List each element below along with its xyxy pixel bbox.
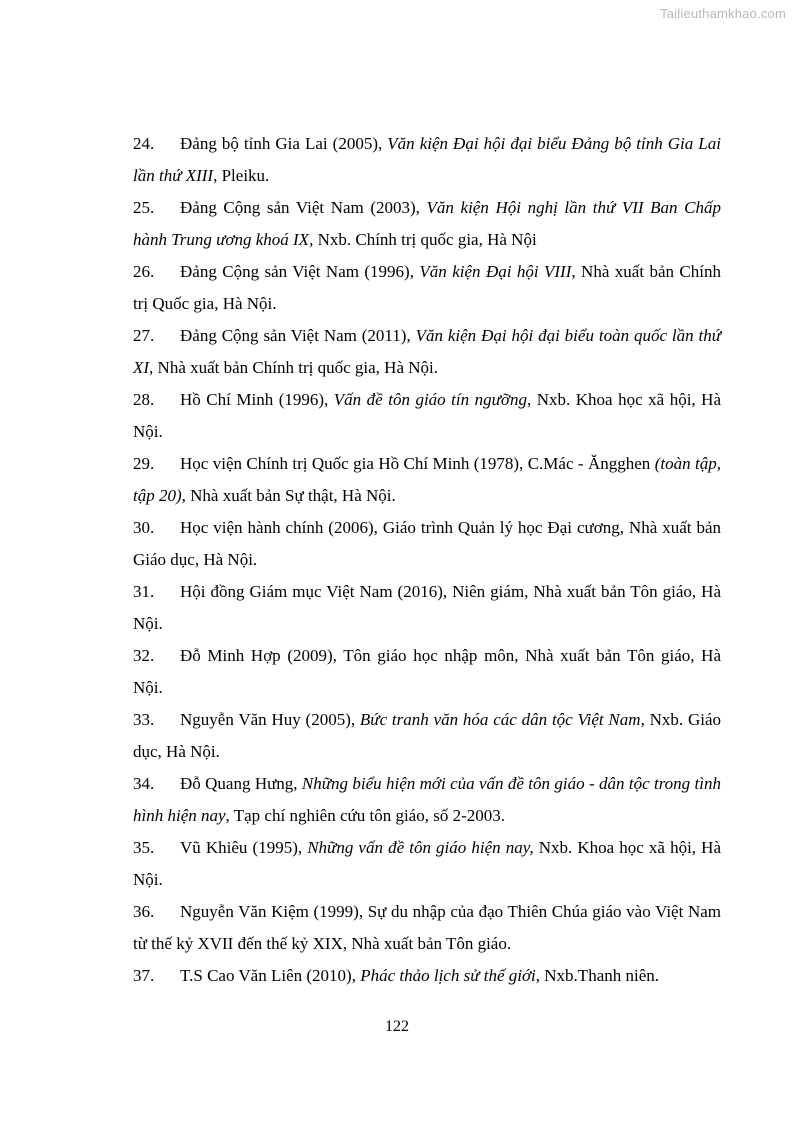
reference-title: Phác thảo lịch sử thế giới — [360, 966, 536, 985]
reference-number: 34. — [133, 774, 155, 793]
reference-list — [133, 128, 721, 992]
reference-number: 33. — [133, 710, 155, 729]
reference-number: 37. — [133, 966, 155, 985]
reference-text-tail: Nxb. Khoa học xã hội, Hà Nội. — [133, 838, 721, 889]
reference-number: 25. — [133, 198, 155, 217]
reference-text-tail: , Nxb. Khoa học xã hội, Hà Nội. — [133, 390, 722, 441]
reference-number: 27. — [133, 326, 155, 345]
page-number: 122 — [385, 1018, 409, 1035]
reference-text-tail: , Nxb. Giáo dục, Hà Nội. — [133, 710, 721, 761]
reference-text: Đỗ Quang Hưng, — [180, 774, 302, 793]
reference-number: 30. — [133, 518, 155, 537]
reference-title: (toàn tập, tập 20) — [133, 454, 722, 505]
reference-item — [133, 448, 721, 512]
reference-text-tail: Pleiku. — [217, 166, 270, 185]
reference-item — [133, 896, 721, 960]
reference-title: Những vấn đề tôn giáo hiện nay, — [307, 838, 534, 857]
reference-text-tail: , Tạp chí nghiên cứu tôn giáo, số 2-2003. — [225, 806, 505, 825]
reference-text: Vũ Khiêu (1995), — [180, 838, 308, 857]
reference-item — [133, 320, 721, 384]
reference-item — [133, 704, 721, 768]
reference-text-tail: Nxb. Chính trị quốc gia, Hà Nội — [313, 230, 537, 249]
reference-text: Đảng Cộng sản Việt Nam (2003), — [180, 198, 427, 217]
reference-title: Bức tranh văn hóa các dân tộc Việt Nam — [359, 710, 641, 729]
reference-text-tail: , Nhà xuất bản Sự thật, Hà Nội. — [181, 486, 396, 505]
reference-number: 28. — [133, 390, 155, 409]
reference-number: 24. — [133, 134, 155, 153]
reference-number: 36. — [133, 902, 155, 921]
reference-text: Hội đồng Giám mục Việt Nam (2016), Niên giám, Nhà xuất bản Tôn giáo, Hà Nội. — [133, 582, 721, 633]
reference-number: 32. — [133, 646, 155, 665]
reference-text: Nguyễn Văn Huy (2005), — [180, 710, 360, 729]
reference-text: Học viện Chính trị Quốc gia Hồ Chí Minh (1978), C.Mác - Ăngghen — [180, 454, 655, 473]
reference-text: Đảng bộ tỉnh Gia Lai (2005), — [180, 134, 388, 153]
reference-item — [133, 256, 721, 320]
reference-text: Nguyễn Văn Kiệm (1999), Sự du nhập của đạo Thiên Chúa giáo vào Việt Nam từ thế kỷ XVII đến thế kỷ XIX, Nhà xuất bản Tôn giáo. — [133, 902, 721, 953]
reference-text: Học viện hành chính (2006), Giáo trình Quản lý học Đại cương, Nhà xuất bản Giáo dục, Hà Nội. — [133, 518, 721, 569]
reference-text: Đỗ Minh Hợp (2009), Tôn giáo học nhập môn, Nhà xuất bản Tôn giáo, Hà Nội. — [133, 646, 721, 697]
reference-title: Văn kiện Hội nghị lần thứ VII Ban Chấp hành Trung ương khoá IX, — [133, 198, 721, 249]
reference-text-tail: , Nhà xuất bản Chính trị Quốc gia, Hà Nội. — [133, 262, 721, 313]
reference-item — [133, 640, 721, 704]
reference-number: 26. — [133, 262, 155, 281]
reference-number: 29. — [133, 454, 155, 473]
reference-item — [133, 832, 721, 896]
reference-item — [133, 960, 721, 992]
reference-title: Những biểu hiện mới của vấn đề tôn giáo - dân tộc trong tình hình hiện nay — [133, 774, 721, 825]
reference-item — [133, 192, 721, 256]
reference-item — [133, 128, 721, 192]
reference-title: Văn kiện Đại hội đại biểu toàn quốc lần thứ XI — [133, 326, 721, 377]
watermark-text: Tailieuthamkhao.com — [660, 6, 786, 21]
reference-item — [133, 512, 721, 576]
reference-title: Văn kiện Đại hội VIII — [419, 262, 572, 281]
reference-text-tail: , Nhà xuất bản Chính trị quốc gia, Hà Nội. — [149, 358, 438, 377]
reference-item — [133, 768, 721, 832]
reference-text: Đảng Cộng sản Việt Nam (1996), — [180, 262, 420, 281]
reference-text: Hồ Chí Minh (1996), — [180, 390, 334, 409]
reference-number: 35. — [133, 838, 155, 857]
reference-item — [133, 576, 721, 640]
reference-text-tail: , Nxb.Thanh niên. — [535, 966, 660, 985]
reference-text: T.S Cao Văn Liên (2010), — [180, 966, 361, 985]
reference-title: Vấn đề tôn giáo tín ngưỡng — [333, 390, 527, 409]
reference-number: 31. — [133, 582, 155, 601]
reference-title: Văn kiện Đại hội đại biểu Đảng bộ tỉnh Gia Lai lần thứ XIII, — [133, 134, 721, 185]
reference-item — [133, 384, 721, 448]
reference-text: Đảng Cộng sản Việt Nam (2011), — [180, 326, 416, 345]
